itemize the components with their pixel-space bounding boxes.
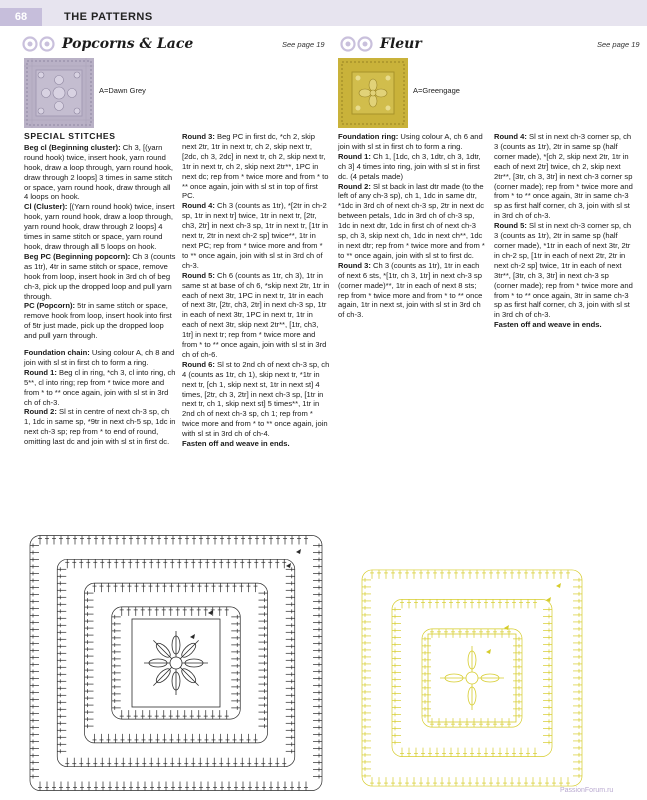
special-stitches-heading: SPECIAL STITCHES (24, 131, 116, 141)
pattern-title-right: Fleur (380, 36, 422, 52)
round-text: Round 3: Ch 3 (counts as 1tr), 1tr in each of next 6 sts, *[1tr, ch 3, 1tr] in next ch-3 sp (corner made)**, 1tr in each of next 8 sts; rep from * twice more and from * to ** once again, 1tr in next st, join with sl st in 3rd ch of ch-3. (338, 260, 483, 320)
round-text: Round 1: Ch 1, [1dc, ch 3, 1dtr, ch 3, 1dtr, ch 3] 4 times into ring, join with sl st in first dc. (4 petals made) (338, 151, 481, 181)
fasten-off-right: Fasten off and weave in ends. (494, 320, 602, 330)
see-page-right: See page 19 (597, 40, 640, 49)
round-text: Round 2: Sl st back in last dtr made (to the left of any ch-3 sp), ch 1, 1dc in same dtr, *1dc in 3rd ch of next ch-3 sp, 2tr in next dc between petals, 1dc in 3rd ch of ch-3 sp, 1dc in next dtr, 1dc in first ch of next ch-3 sp, ch 3, skip next ch, 1dc in next ch**, 1dc in next dtr; rep from * twice more and from * to ** once again, join with sl st to first dc. (338, 181, 485, 260)
stitch-def: PC (Popcorn): 5tr in same stitch or space, remove hook from loop, insert hook into first of 5tr just made, pick up the dropped loop and pull yarn through. (24, 301, 172, 341)
text-column-1 (24, 132, 176, 447)
foundation-text: Foundation chain: Using colour A, ch 8 and join with sl st in first ch to form a ring. (24, 348, 175, 367)
watermark: PassionForum.ru (560, 787, 614, 794)
swatch-label-right: A=Greengage (413, 86, 460, 95)
stitch-def: Cl (Cluster): [(Yarn round hook) twice, insert hook, yarn round hook, draw a loop through, yarn round hook, draw through 2 loops] 4 times in same stitch or space, yarn round hook, draw through all 5 loops on hook. (24, 202, 175, 251)
section-title: THE PATTERNS (64, 11, 153, 23)
stitch-def: Beg cl (Beginning cluster): Ch 3, [(yarn round hook) twice, insert hook, yarn round hook, draw a loop through, yarn round hook, draw through 2 loops] 3 times in same stitch or space, yarn round hook, draw through all 4 loops on hook. (24, 142, 174, 202)
crochet-chart-popcorns-lace (26, 532, 326, 794)
crochet-chart-fleur (358, 566, 586, 790)
pattern-title-left: Popcorns & Lace (62, 36, 194, 52)
round-text: Round 2: Sl st in centre of next ch-3 sp, ch 1, 1dc in same sp, *9tr in next ch-5 sp, 1dc in next ch-3 sp; rep from * to end of round, omitting last dc and join with sl st in first dc. (24, 407, 176, 447)
round-text: Round 5: Ch 6 (counts as 1tr, ch 3), 1tr in same st at base of ch 6, *skip next 2tr, 1tr in each of next 3tr, 1PC in next tr, 1tr in each of next 3tr, [2tr, ch3, 2tr] in next ch-3 sp, 1tr in each of next 3tr, 1PC in next tr, 1tr in each of next 3tr, skip next 2tr**, [1tr, ch3, 1tr] in next tr; rep from * twice more and from * to ** once again, join with sl st in 3rd ch of ch-6. (182, 270, 330, 359)
see-page-left: See page 19 (282, 40, 325, 49)
text-column-2 (182, 132, 330, 449)
swatch-label-left: A=Dawn Grey (99, 86, 146, 95)
round-text: Round 4: Ch 3 (counts as 1tr), *[2tr in ch-2 sp, 1tr in next tr] twice, 1tr in next tr, [2tr, ch3, 2tr] in next ch-3 sp, 1tr in next tr, [1tr in next tr, 2tr in next ch-2 sp] twice**, 1tr in next PC; rep from * twice more and from * to ** once again, join with sl st in 3rd ch of ch-3. (182, 201, 329, 270)
stitch-def: Beg PC (Beginning popcorn): Ch 3 (counts as 1tr), 4tr in same stitch or space, remove hook from loop, insert hook in 3rd ch of beg ch-3, pick up the dropped loop and pull yarn through. (24, 251, 176, 301)
foundation-text: Foundation ring: Using colour A, ch 6 and join with sl st in first ch to form a ring. (338, 132, 483, 151)
text-column-4 (494, 132, 634, 330)
round-text: Round 3: Beg PC in first dc, *ch 2, skip next 2tr, 1tr in next tr, ch 2, skip next tr, [2dc, ch 3, 2dc] in next tr, ch 2, skip next tr, 1tr in next tr, ch 2, skip next 2tr**, 1PC in next dc; rep from * twice more and from * to ** once again, join with sl st in top of first PC. (182, 132, 329, 201)
rings-icon (340, 36, 376, 52)
fasten-off-left: Fasten off and weave in ends. (182, 439, 290, 449)
swatch-photo-green (338, 58, 408, 128)
round-text: Round 5: Sl st in next ch-3 corner sp, ch 3 (counts as 1tr), 2tr in same sp (half corner made), *1tr in each of next 3tr, 2tr in ch-2 sp, [1tr in each of next 2tr, 2tr in next ch-2 sp] twice, 1tr in each of next 3tr**, [3tr, ch 3, 3tr] in next ch-3 sp (corner made); rep from * twice more and from * to ** once again, 3tr in same ch-3 sp as first half corner, ch 3, join with sl st in 3rd ch of ch-3. (494, 221, 633, 320)
text-column-3 (338, 132, 486, 320)
round-text: Round 1: Beg cl in ring, *ch 3, cl into ring, ch 5**, cl into ring; rep from * twice more and from * to ** once again, join with sl st in 3rd ch of ch-3. (24, 367, 176, 407)
page-number: 68 (0, 8, 42, 26)
round-text: Round 4: Sl st in next ch-3 corner sp, ch 3 (counts as 1tr), 2tr in same sp (half corner made), *[ch 2, skip next 2tr, 1tr in each of next 2tr] twice, ch 2, skip next 2tr**, [3tr, ch 3, 3tr] in next ch-3 corner sp (corner made); rep from * twice more and from * to ** once again, 3tr in same ch-3 sp as first half corner, ch 3, join with sl st in 3rd ch of ch-3. (494, 132, 633, 221)
round-text: Round 6: Sl st to 2nd ch of next ch-3 sp, ch 4 (counts as 1tr, ch 1), skip next tr, *1tr in next tr, [ch 1, skip next st, 1tr in next st] 4 times, [2tr, ch 3, 2tr] in next ch-3 sp, [1tr in next tr, ch 1, skip next st] 5 times**, 1tr in 2nd ch of next ch-3 sp, ch 1; rep from * twice more and from * to ** once again, join with sl st in 3rd ch of ch-4. (182, 359, 330, 439)
swatch-photo-grey (24, 58, 94, 128)
rings-icon (22, 36, 58, 52)
